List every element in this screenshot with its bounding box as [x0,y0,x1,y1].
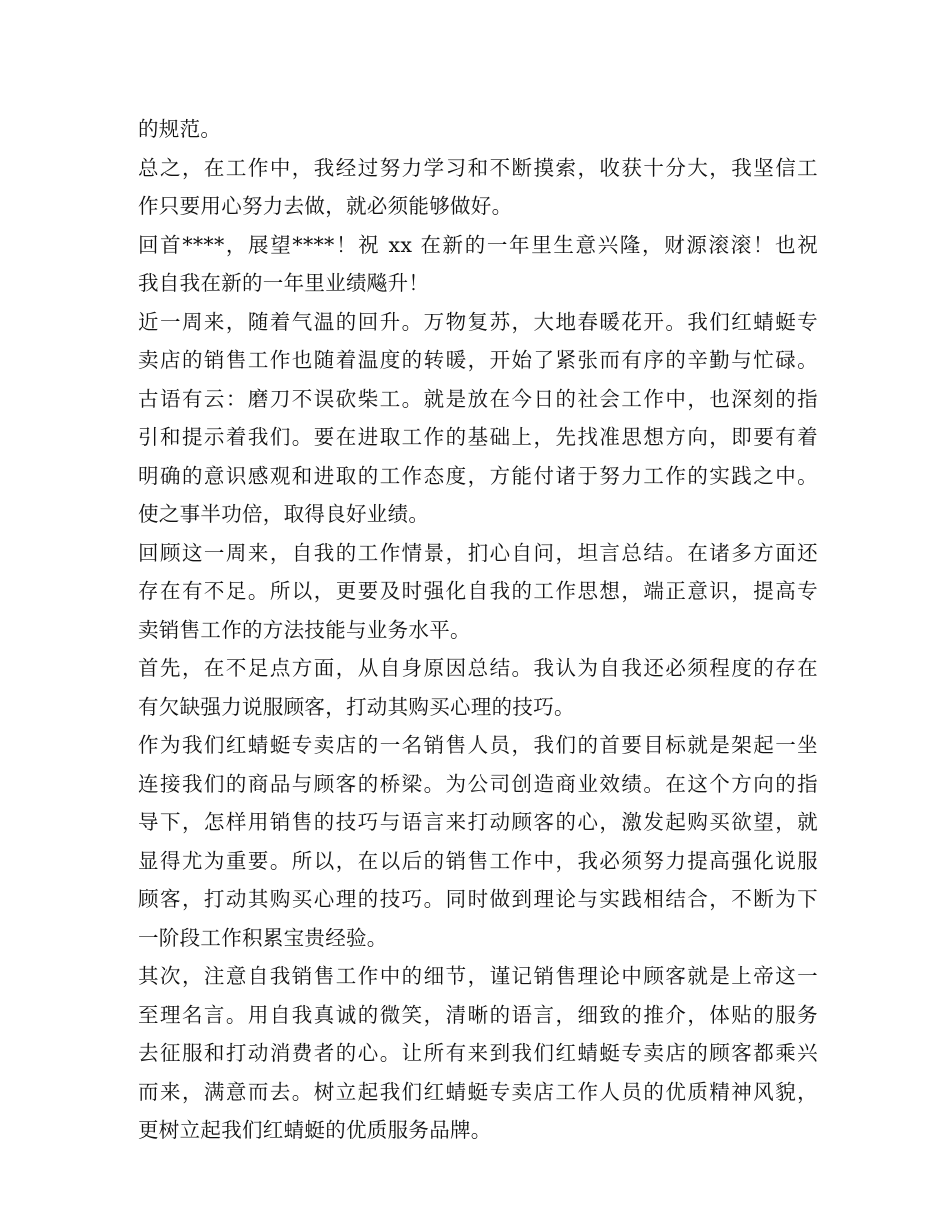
text-line: 我自我在新的一年里业绩飚升！ [138,271,430,295]
text-line: 首先，在不足点方面，从自身原因总结。我认为自我还必须程度的存在 [138,656,818,680]
text-line: 顾客，打动其购买心理的技巧。同时做到理论与实践相结合，不断为下 [138,887,818,911]
text-line: 更树立起我们红蜻蜓的优质服务品牌。 [138,1118,492,1142]
text-line: 其次，注意自我销售工作中的细节，谨记销售理论中顾客就是上帝这一 [138,964,818,988]
text-line: 古语有云：磨刀不误砍柴工。就是放在今日的社会工作中，也深刻的指 [138,386,818,411]
text-line: 导下，怎样用销售的技巧与语言来打动顾客的心，激发起购买欲望，就 [138,810,818,834]
text-line: 的规范。 [138,117,222,141]
text-line: 使之事半功倍，取得良好业绩。 [138,502,430,526]
text-line: 一阶段工作积累宝贵经验。 [138,925,388,950]
text-line: 回顾这一周来，自我的工作情景，扪心自问，坦言总结。在诸多方面还 [138,540,818,565]
text-line: 存在有不足。所以，更要及时强化自我的工作思想，端正意识，提高专 [138,579,818,603]
text-line: 作为我们红蜻蜓专卖店的一名销售人员，我们的首要目标就是架起一坐 [138,733,818,757]
text-line: 明确的意识感观和进取的工作态度，方能付诸于努力工作的实践之中。 [138,463,818,488]
text-line: 至理名言。用自我真诚的微笑，清晰的语言，细致的推介，体贴的服务 [138,1002,818,1027]
text-line: 作只要用心努力去做，就必须能够做好。 [138,194,513,218]
text-line: 近一周来，随着气温的回升。万物复苏，大地春暖花开。我们红蜻蜓专 [138,309,818,334]
text-line: 卖店的销售工作也随着温度的转暖，开始了紧张而有序的辛勤与忙碌。 [138,348,818,372]
text-line: 而来，满意而去。树立起我们红蜻蜓专卖店工作人员的优质精神风貌， [138,1079,818,1104]
text-line: 去征服和打动消费者的心。让所有来到我们红蜻蜓专卖店的顾客都乘兴 [138,1041,818,1065]
text-line: 回首****，展望****！祝 xx 在新的一年里生意兴隆，财源滚滚！也祝 [138,232,818,257]
text-line: 显得尤为重要。所以，在以后的销售工作中，我必须努力提高强化说服 [138,848,818,873]
text-line: 总之，在工作中，我经过努力学习和不断摸索，收获十分大，我坚信工 [138,155,818,180]
text-line: 有欠缺强力说服顾客，打动其购买心理的技巧。 [138,694,575,719]
text-line: 连接我们的商品与顾客的桥梁。为公司创造商业效绩。在这个方向的指 [138,771,818,796]
text-line: 引和提示着我们。要在进取工作的基础上，先找准思想方向，即要有着 [138,425,818,449]
document-body [138,110,818,1150]
text-line: 卖销售工作的方法技能与业务水平。 [138,617,471,642]
